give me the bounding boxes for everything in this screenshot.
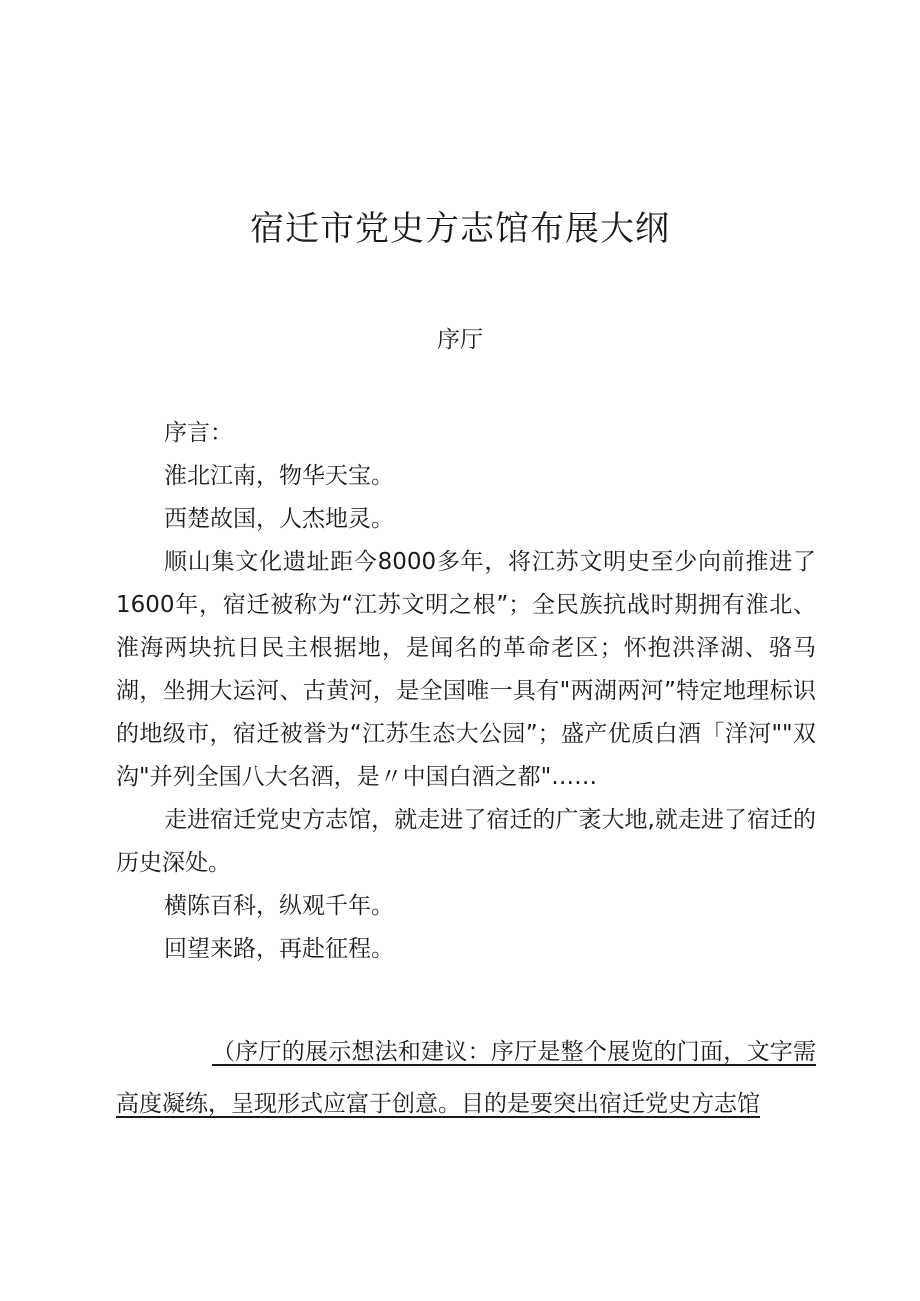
preface-line-2: 西楚故国，人杰地灵。	[164, 506, 394, 532]
preface-line-1: 淮北江南，物华天宝。	[164, 463, 394, 489]
section-title: 序厅	[437, 327, 483, 353]
paragraph-spacer	[116, 971, 816, 1014]
exhibition-note: （序厅的展示想法和建议：序厅是整个展览的门面，文字需高度凝练，呈现形式应富于创意。目的是要突出宿迁党史方志馆	[116, 1039, 816, 1117]
preface-heading: 序言：	[164, 420, 233, 446]
preface-line-4: 回望来路，再赴征程。	[164, 936, 394, 962]
preface-paragraph-enter: 走进宿迁党史方志馆，就走进了宿迁的广袤大地,就走进了宿迁的历史深处。	[116, 807, 816, 876]
preface-line-3: 横陈百科，纵观千年。	[164, 893, 394, 919]
document-body	[116, 412, 816, 1130]
preface-paragraph-main: 顺山集文化遗址距今8000多年，将江苏文明史至少向前推进了1600年，宿迁被称为“江苏文明之根”；全民族抗战时期拥有淮北、淮海两块抗日民主根据地，是闻名的革命老区；怀抱洪泽湖、骆马湖，坐拥大运河、古黄河，是全国唯一具有"两湖两河”特定地理标识的地级市，宿迁被誉为“江苏生态大公园”；盛产优质白酒「洋河""双沟"并列全国八大名酒，是〃中国白酒之都"……	[116, 549, 816, 790]
document-title: 宿迁市党史方志馆布展大纲	[250, 209, 670, 249]
